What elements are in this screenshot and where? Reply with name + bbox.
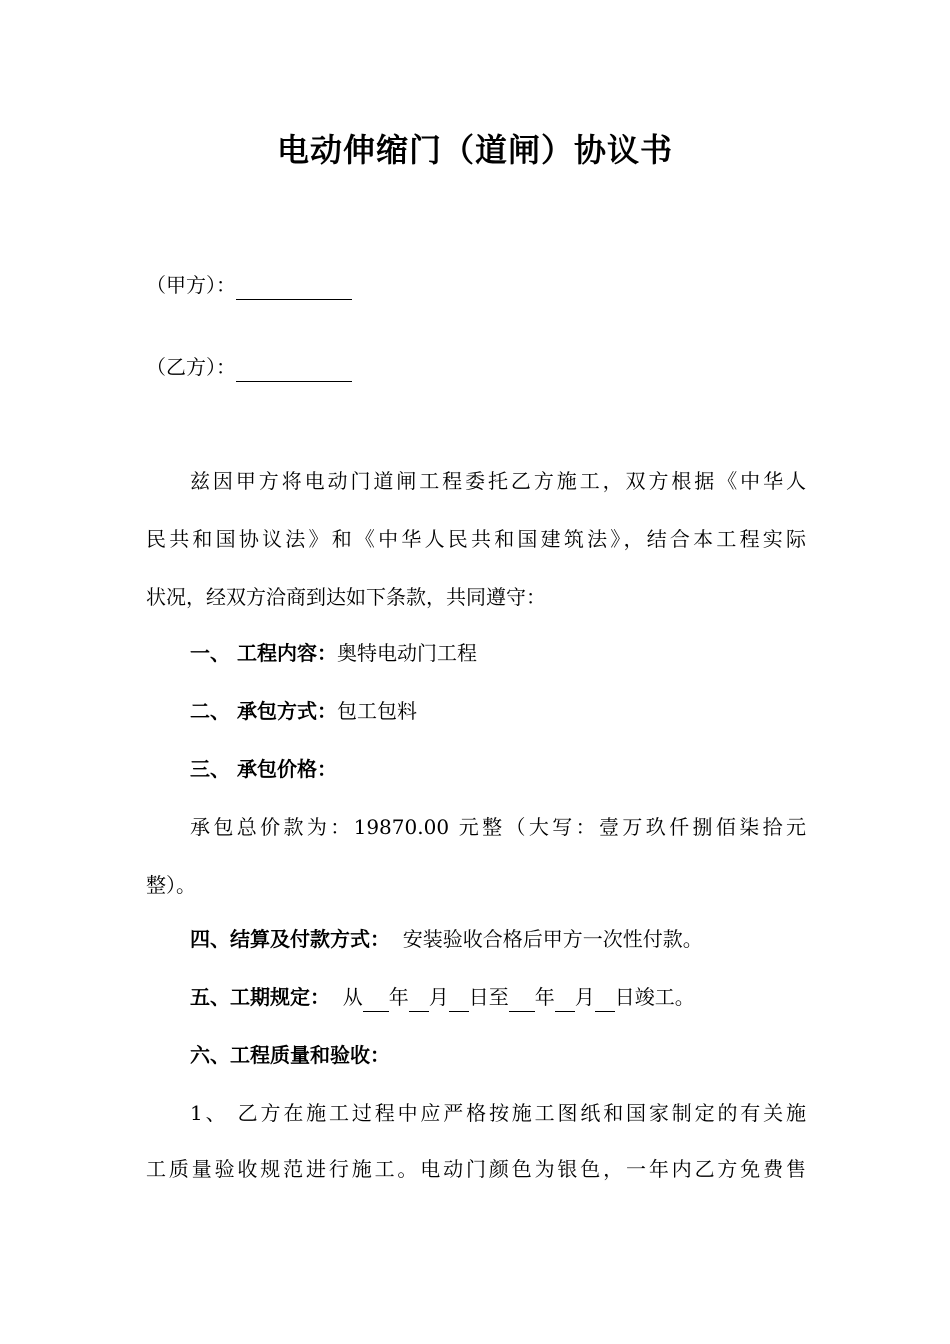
clause-5-year: 年 [388, 985, 409, 1009]
month-blank-2 [555, 989, 575, 1012]
month-blank-1 [409, 989, 429, 1012]
intro-line-1: 兹因甲方将电动门道闸工程委托乙方施工，双方根据《中华人 [190, 469, 806, 493]
clause-5-year-2: 年 [534, 985, 555, 1009]
clause-4 [190, 924, 806, 954]
party-b-line [146, 352, 352, 382]
party-b-label: （乙方）： [146, 355, 236, 379]
day-blank-2 [595, 989, 615, 1012]
clause-5-from: 从 [342, 985, 363, 1009]
clause-1-label: 一、 工程内容： [190, 641, 337, 665]
clause-2-label: 二、 承包方式： [190, 699, 337, 723]
clause-5-label: 五、工期规定： [190, 985, 330, 1009]
party-a-blank [236, 277, 352, 300]
clause-2-value: 包工包料 [336, 699, 417, 723]
item-1-line-2: 工质量验收规范进行施工。电动门颜色为银色，一年内乙方免费售 [146, 1157, 806, 1181]
intro-line-3: 状况，经双方洽商到达如下条款，共同遵守： [146, 585, 546, 609]
clause-6-label: 六、工程质量和验收： [190, 1043, 390, 1067]
clause-3-label: 三、 承包价格： [190, 757, 337, 781]
price-line-1: 承包总价款为：19870.00 元整（大写：壹万玖仟捌佰柒拾元 [190, 815, 806, 839]
clause-4-label: 四、结算及付款方式： [190, 927, 390, 951]
clause-2 [190, 696, 806, 726]
party-b-blank [236, 359, 352, 382]
party-a-line [146, 270, 352, 300]
year-blank-2 [509, 989, 535, 1012]
clause-5-month-2: 月 [574, 985, 595, 1009]
document-title: 电动伸缩门（道闸）协议书 [276, 131, 673, 169]
intro-line-2: 民共和国协议法》和《中华人民共和国建筑法》，结合本工程实际 [146, 527, 806, 551]
item-1-line-1: 1、 乙方在施工过程中应严格按施工图纸和国家制定的有关施 [190, 1101, 806, 1125]
price-line-2: 整）。 [146, 873, 196, 897]
clause-5-day-to: 日至 [468, 985, 509, 1009]
clause-5-end: 日竣工。 [614, 985, 695, 1009]
clause-4-value: 安装验收合格后甲方一次性付款。 [402, 927, 703, 951]
clause-1 [190, 638, 806, 668]
day-blank-1 [449, 989, 469, 1012]
year-blank-1 [363, 989, 389, 1012]
clause-1-value: 奥特电动门工程 [336, 641, 477, 665]
clause-5 [190, 982, 806, 1012]
party-a-label: （甲方）： [146, 273, 236, 297]
clause-5-month: 月 [428, 985, 449, 1009]
